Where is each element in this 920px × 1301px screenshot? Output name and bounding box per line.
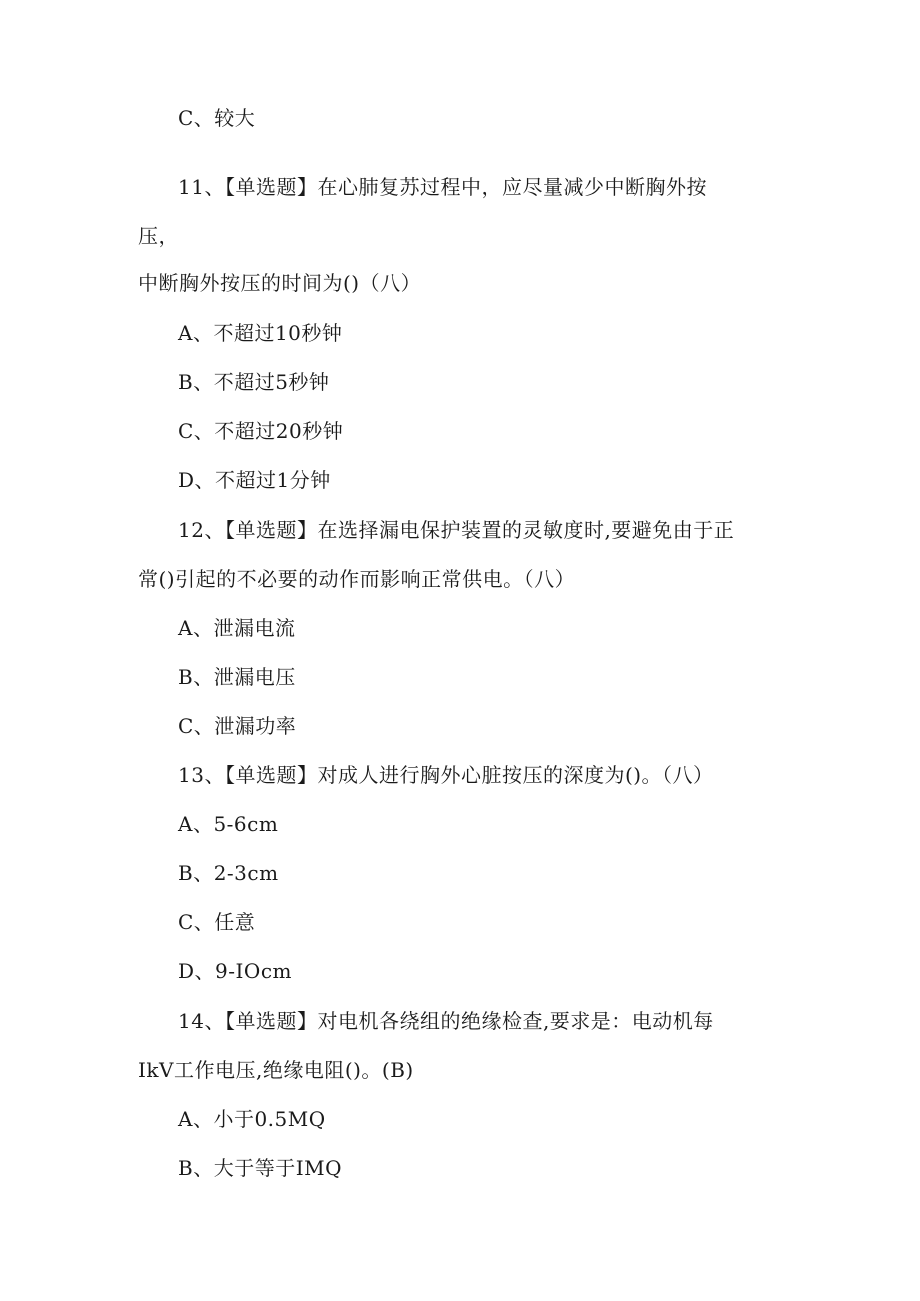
option-line: A、5-6cm (178, 812, 279, 836)
continuation-line: 常()引起的不必要的动作而影响正常供电。（八） (138, 567, 576, 591)
continuation-line: 压， (138, 224, 179, 248)
option-line: B、2-3cm (178, 861, 279, 885)
option-line: A、小于0.5MQ (178, 1107, 326, 1131)
option-line: C、不超过20秒钟 (178, 419, 344, 443)
question-line: 13、【单选题】对成人进行胸外心脏按压的深度为()。（八） (178, 763, 714, 787)
option-line: B、大于等于IMQ (178, 1156, 342, 1180)
option-line: B、泄漏电压 (178, 665, 296, 689)
continuation-line: IkV工作电压,绝缘电阻()。(B) (138, 1058, 414, 1082)
question-line: 14、【单选题】对电机各绕组的绝缘检查,要求是：电动机每 (178, 1009, 714, 1033)
option-line: B、不超过5秒钟 (178, 370, 330, 394)
option-line: C、任意 (178, 910, 256, 934)
option-line: A、泄漏电流 (178, 616, 296, 640)
question-line: 11、【单选题】在心肺复苏过程中，应尽量减少中断胸外按 (178, 175, 707, 199)
option-line: A、不超过10秒钟 (178, 321, 343, 345)
option-line: C、较大 (178, 106, 256, 130)
option-line: D、不超过1分钟 (178, 468, 331, 492)
question-line: 12、【单选题】在选择漏电保护装置的灵敏度时,要避免由于正 (178, 518, 735, 542)
option-line: D、9-IOcm (178, 959, 292, 983)
option-line: C、泄漏功率 (178, 714, 297, 738)
continuation-line: 中断胸外按压的时间为()（八） (138, 271, 422, 295)
